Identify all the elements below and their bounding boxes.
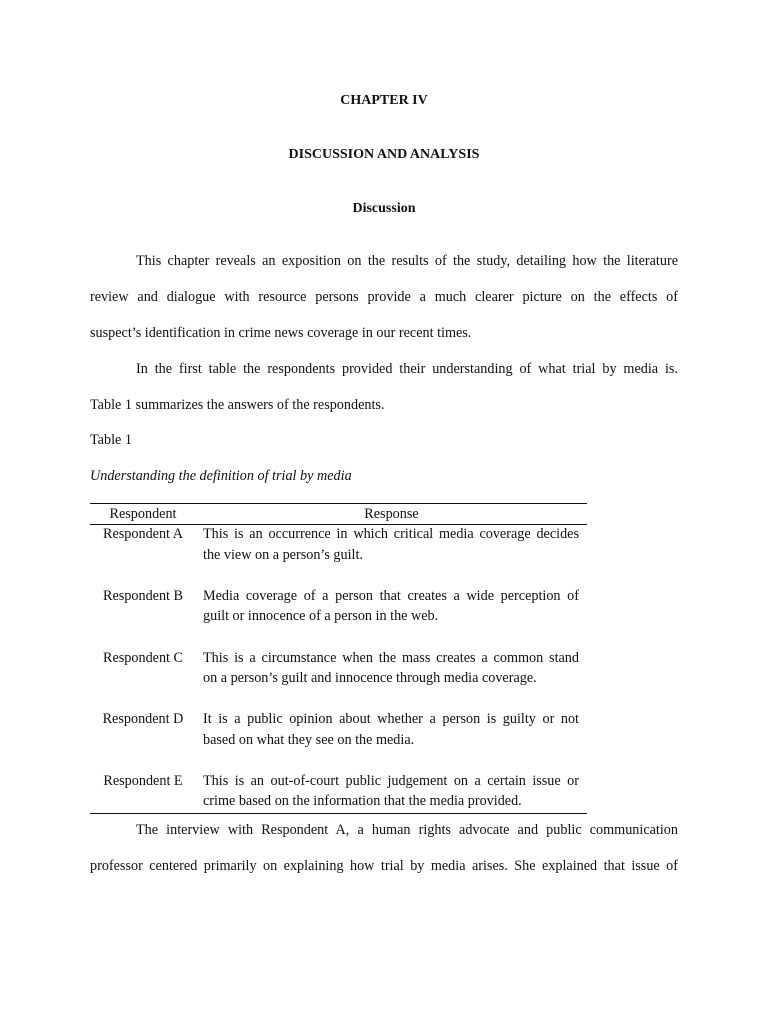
response-cell-line-2: on a person’s guilt and innocence through media coverage. xyxy=(203,670,537,686)
respondent-cell: Respondent E xyxy=(103,773,183,789)
response-cell-line-2: crime based on the information that the media provided. xyxy=(203,793,522,809)
respondent-cell: Respondent D xyxy=(102,711,184,727)
response-cell-line-1: Media coverage of a person that creates a wide perception of xyxy=(203,588,579,604)
response-cell-line-1: This is an occurrence in which critical media coverage decides xyxy=(203,526,579,542)
response-cell-line-2: guilt or innocence of a person in the web. xyxy=(203,608,439,624)
response-cell-line-2: the view on a person’s guilt. xyxy=(203,547,363,563)
paragraph-1-line-2: review and dialogue with resource persons provide a much clearer picture on the effects of xyxy=(90,289,678,305)
respondent-cell: Respondent C xyxy=(103,650,183,666)
table-caption: Understanding the definition of trial by media xyxy=(90,468,352,484)
table-header-response: Response xyxy=(364,506,419,522)
paragraph-2-line-2: Table 1 summarizes the answers of the respondents. xyxy=(90,397,385,413)
subsection-title: Discussion xyxy=(352,201,416,216)
response-cell-line-1: This is an out-of-court public judgement on a certain issue or xyxy=(203,773,579,789)
respondent-cell: Respondent B xyxy=(103,588,183,604)
response-cell-line-1: This is a circumstance when the mass creates a common stand xyxy=(203,650,579,666)
response-cell-line-1: It is a public opinion about whether a person is guilty or not xyxy=(203,711,579,727)
paragraph-3-line-1: The interview with Respondent A, a human rights advocate and public communication xyxy=(136,822,678,838)
table-bottom-rule xyxy=(90,813,587,814)
paragraph-1-line-3: suspect’s identification in crime news coverage in our recent times. xyxy=(90,325,472,341)
paragraph-3-line-2: professor centered primarily on explaining how trial by media arises. She explained that issue of xyxy=(90,858,678,874)
respondent-cell: Respondent A xyxy=(103,526,183,542)
chapter-heading: CHAPTER IV xyxy=(340,93,428,108)
response-cell-line-2: based on what they see on the media. xyxy=(203,732,415,748)
table-label: Table 1 xyxy=(90,432,132,448)
section-title: DISCUSSION AND ANALYSIS xyxy=(288,147,480,162)
table-header-respondent: Respondent xyxy=(109,506,177,522)
paragraph-2-line-1: In the first table the respondents provided their understanding of what trial by media is. xyxy=(136,361,678,377)
paragraph-1-line-1: This chapter reveals an exposition on the results of the study, detailing how the literature xyxy=(136,253,678,269)
